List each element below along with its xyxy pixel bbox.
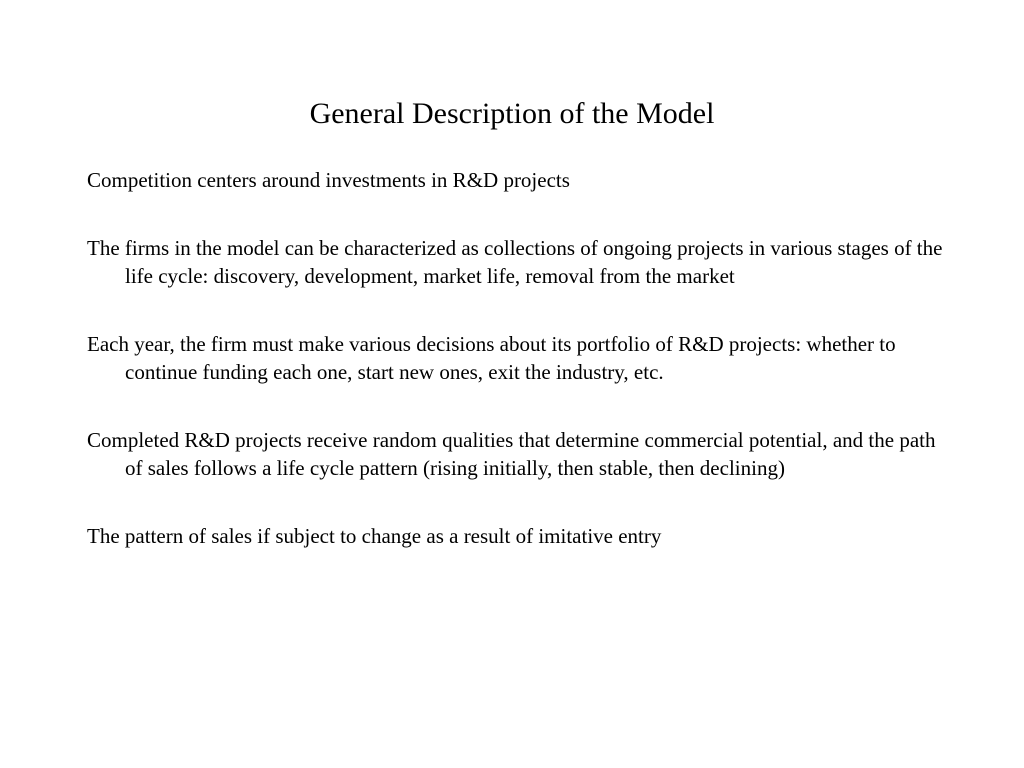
bullet-point-decisions: Each year, the firm must make various decisions about its portfolio of R&D projects: whether to continue funding each one, start new ones, exit the industry, etc. bbox=[87, 332, 896, 384]
bullet-list bbox=[87, 166, 957, 590]
slide-title: General Description of the Model bbox=[309, 97, 715, 130]
bullet-point-sales-pattern: The pattern of sales if subject to change as a result of imitative entry bbox=[87, 524, 662, 548]
bullet-point-completed-projects: Completed R&D projects receive random qualities that determine commercial potential, and the path of sales follows a life cycle pattern (rising initially, then stable, then declining) bbox=[87, 428, 936, 480]
bullet-point-firms: The firms in the model can be characterized as collections of ongoing projects in various stages of the life cycle: discovery, development, market life, removal from the market bbox=[87, 236, 943, 288]
bullet-point-competition: Competition centers around investments in R&D projects bbox=[87, 168, 570, 192]
